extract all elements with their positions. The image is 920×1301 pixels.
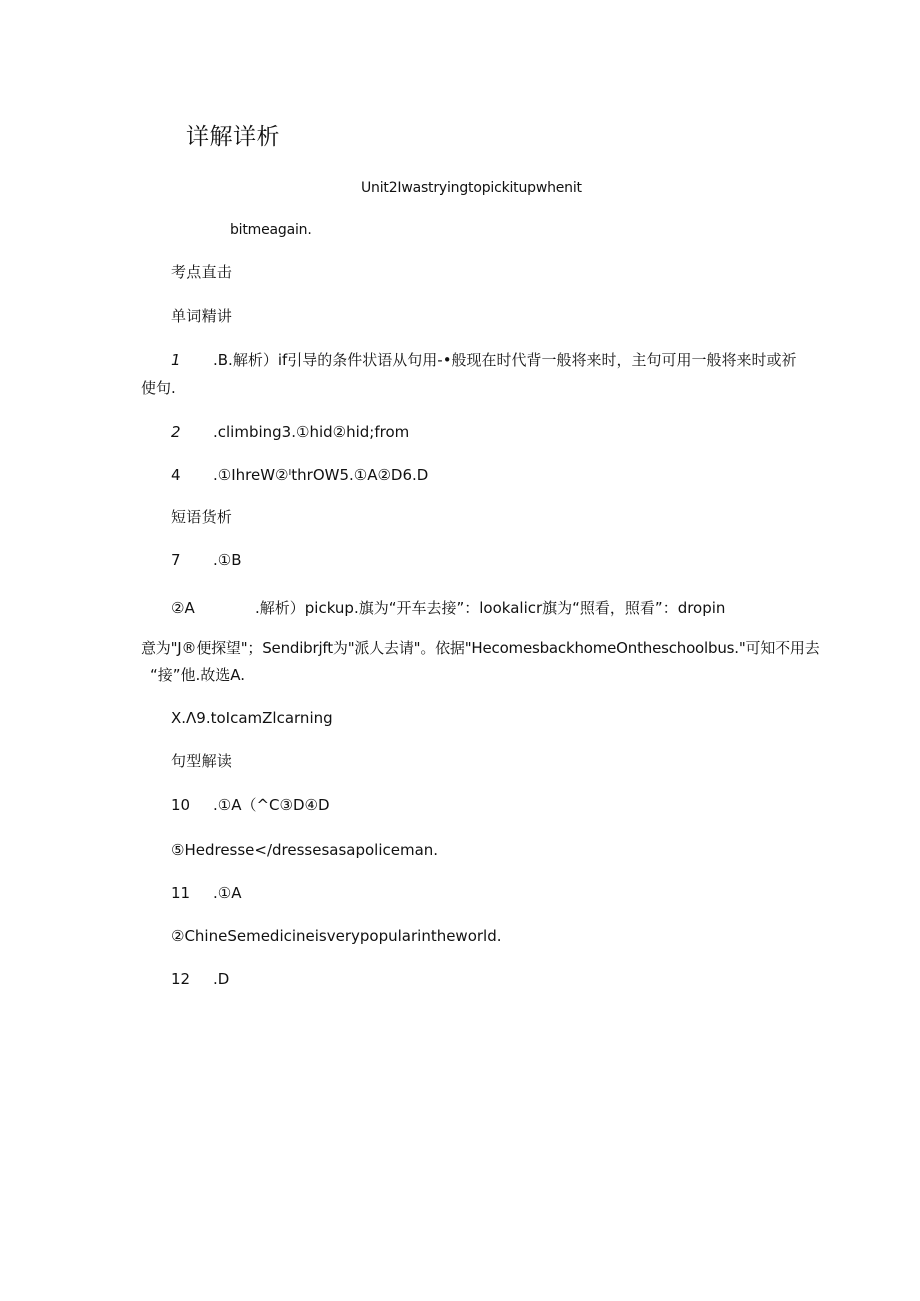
answer-11b: ②ChineSemedicineisverypopularintheworld. — [171, 927, 502, 945]
answer-7-text: .①B — [213, 551, 242, 569]
answer-7b-continuation-2: “接”他.故选A. — [150, 666, 246, 684]
answer-4-text: .①IhreW②ᴵthrOW5.①A②D6.D — [213, 466, 429, 484]
section-juxing-heading: 句型解读 — [171, 752, 233, 770]
answer-4 — [171, 465, 428, 485]
section-kaodian-heading: 考点直击 — [171, 263, 233, 281]
answer-2-number: 2 — [171, 423, 181, 441]
answer-12-text: .D — [213, 970, 230, 988]
answer-7b-continuation-1: 意为"J®便探望"；Sendibrjft为"派人去请"。依据"HecomesbackhomeOntheschoolbus."可知不用去 — [141, 639, 820, 657]
answer-12-number: 12 — [171, 970, 191, 988]
answer-10b: ⑤Hedresse</dressesasapoliceman. — [171, 841, 439, 859]
answer-10 — [171, 795, 330, 815]
answer-4-number: 4 — [171, 466, 181, 484]
answer-7-number: 7 — [171, 551, 181, 569]
answer-8-9: X.Λ9.toIcamZlcarning — [171, 709, 333, 727]
answer-7b-mark: ②A — [171, 599, 195, 617]
page-heading: 详解详析 — [186, 124, 280, 150]
answer-7b — [171, 598, 725, 618]
answer-7 — [171, 550, 242, 570]
answer-2 — [171, 422, 409, 442]
section-danci-heading: 单词精讲 — [171, 307, 233, 325]
answer-1 — [171, 350, 797, 370]
answer-12 — [171, 969, 229, 989]
section-duanyu-heading: 短语货析 — [171, 508, 233, 526]
answer-2-text: .climbing3.①hid②hid;from — [213, 423, 410, 441]
answer-1-continuation: 使句. — [141, 379, 176, 397]
answer-1-text: .B.解析）if引导的条件状语从句用-•般现在时代背一般将来时，主句可用一般将来时或祈 — [213, 351, 797, 369]
unit-title-line-2: bitmeagain. — [230, 222, 312, 238]
unit-title-line-1: Unit2Iwastryingtopickitupwhenit — [361, 180, 582, 196]
answer-1-number: 1 — [171, 351, 181, 369]
answer-10-number: 10 — [171, 796, 191, 814]
answer-10-text: .①A（^C③D④D — [213, 796, 330, 814]
answer-7b-text: .解析）pickup.旗为“开车去接”：lookalicr旗为“照看，照看”：dropin — [255, 599, 726, 617]
answer-11-number: 11 — [171, 884, 191, 902]
answer-11-text: .①A — [213, 884, 242, 902]
answer-11 — [171, 883, 241, 903]
